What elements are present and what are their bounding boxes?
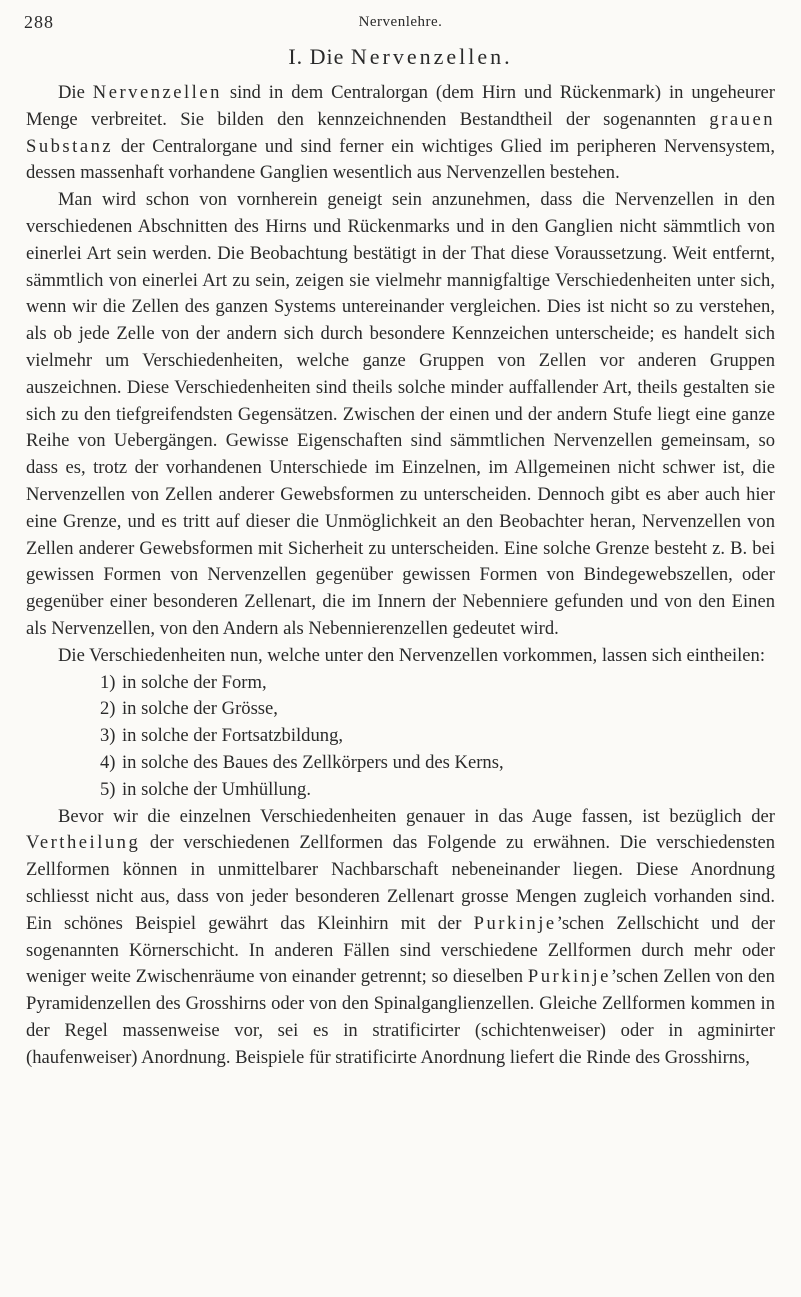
list-item-number: 2): [100, 698, 116, 720]
list-item-text: in solche der Form,: [122, 671, 267, 693]
section-heading: [0, 44, 801, 70]
list-item: [26, 670, 775, 697]
page-number: 288: [24, 12, 54, 32]
text-run: ’schen Zellschicht und der sogenannten Körnerschicht. In anderen Fällen sind verschiedene Zellformen durch mehr oder weniger weite Zwischenräume von einander getrennt; so dieselben: [26, 912, 775, 988]
text-run: Man wird schon von vornherein geneigt sein anzunehmen, dass die Nervenzellen in den verschiedenen Abschnitten des Hirns und Rückenmarks und in den Ganglien nicht sämmtlich von einerlei Art sein werden. Die Beobachtung bestätigt in der That diese Voraussetzung. Weit entfernt, sämmtlich von einerlei Art zu sein, zeigen sie vielmehr mannigfaltige Verschiedenheiten unter sich, wenn wir die Zellen des ganzen Systems untereinander vergleichen. Dies ist nicht so zu verstehen, als ob jede Zelle von der andern sich durch besondere Kennzeichen unterscheide; es handelt sich vielmehr um Verschiedenheiten, welche ganze Gruppen von Zellen vor anderen Gruppen auszeichnen. Diese Verschiedenheiten sind theils solche minder auffallender Art, theils gestalten sie sich zu den tiefgreifendsten Gegensätzen. Zwischen der einen und der andern Stufe liegt eine ganze Reihe von Uebergängen. Gewisse Eigenschaften sind sämmtlichen Nervenzellen gemeinsam, so dass es, trotz der vorhandenen Unterschiede im Einzelnen, im Allgemeinen nicht schwer ist, die Nervenzellen von Zellen anderer Gewebsformen zu unterscheiden. Dennoch gibt es aber auch hier eine Grenze, und es tritt auf dieser die Unmöglichkeit an den Beobachter heran, Nervenzellen von Zellen anderer Gewebsformen mit Sicherheit zu unterscheiden. Eine solche Grenze besteht z. B. bei gewissen Formen von Nervenzellen gegenüber gewissen Formen von Bindegewebszellen, oder gegenüber einer besonderen Zellenart, die im Innern der Nebenniere gefunden und von den Einen als Nervenzellen, von den Andern als Nebennierenzellen gedeutet wird.: [26, 189, 775, 639]
text-run: der verschiedenen Zellformen das Folgende zu erwähnen. Die verschiedensten Zellformen können in unmittelbarer Nachbarschaft nebeneinander liegen. Diese Anordnung schliesst nicht aus, dass von jeder besonderen Zellenart grosse Mengen zugleich vorhanden sind. Ein schönes Beispiel gewährt das Kleinhirn mit der: [26, 832, 775, 934]
list-item-text: in solche der Grösse,: [122, 698, 278, 720]
text-run: Die: [58, 82, 93, 103]
list-item: [26, 723, 775, 750]
body-text: [26, 80, 775, 1071]
text-run: der Centralorgane und sind ferner ein wichtiges Glied im peripheren Nervensystem, dessen massenhaft vorhandene Ganglien wesentlich aus Nervenzellen bestehen.: [26, 135, 775, 184]
text-run: Die Verschiedenheiten nun, welche unter den Nervenzellen vorkommen, lassen sich eintheilen:: [58, 644, 766, 666]
emphasized-text: Purkinje: [473, 912, 557, 934]
running-title: Nervenlehre.: [358, 14, 443, 30]
section-title-word: Nervenzellen.: [350, 44, 513, 69]
text-run: ’schen Zellen von den Pyramidenzellen des Grosshirns oder von den Spinalganglienzellen. Gleiche Zellformen kommen in der Regel massenweise vor, sei es in stratificirter (schichtenweiser) oder in agminirter (haufenweiser) Anordnung. Beispiele für stratificirte Anordnung liefert die Rinde des Grosshirns,: [26, 966, 775, 1068]
list-item-number: 1): [100, 671, 116, 693]
enumeration-list: [26, 670, 775, 804]
list-item-text: in solche der Fortsatzbildung,: [122, 725, 344, 747]
closing-paragraph: [26, 804, 775, 1072]
list-item-number: 4): [100, 751, 116, 773]
paragraph: [26, 80, 775, 187]
list-item-number: 3): [100, 725, 116, 747]
emphasized-text: Vertheilung: [26, 832, 141, 854]
list-item-number: 5): [100, 778, 116, 800]
section-number: I.: [288, 44, 304, 69]
list-item-text: in solche der Umhüllung.: [122, 778, 312, 800]
list-item: [26, 696, 775, 723]
list-item: [26, 750, 775, 777]
emphasized-text: grauen Substanz: [26, 108, 775, 157]
paragraphs: [26, 80, 775, 670]
running-head: [24, 12, 777, 38]
text-run: Bevor wir die einzelnen Verschiedenheiten genauer in das Auge fassen, ist bezüglich der: [58, 805, 775, 827]
list-item-text: in solche des Baues des Zellkörpers und des Kerns,: [122, 751, 504, 773]
list-item: [26, 777, 775, 804]
emphasized-text: Nervenzellen: [92, 82, 222, 103]
section-title-word: Die: [309, 44, 345, 69]
text-run: sind in dem Centralorgan (dem Hirn und Rückenmark) in ungeheurer Menge verbreitet. Sie bilden den kennzeichnenden Bestandtheil der sogenannten: [26, 82, 775, 130]
paragraph: [26, 187, 775, 643]
paragraph: [26, 643, 775, 670]
emphasized-text: Purkinje: [527, 966, 611, 988]
